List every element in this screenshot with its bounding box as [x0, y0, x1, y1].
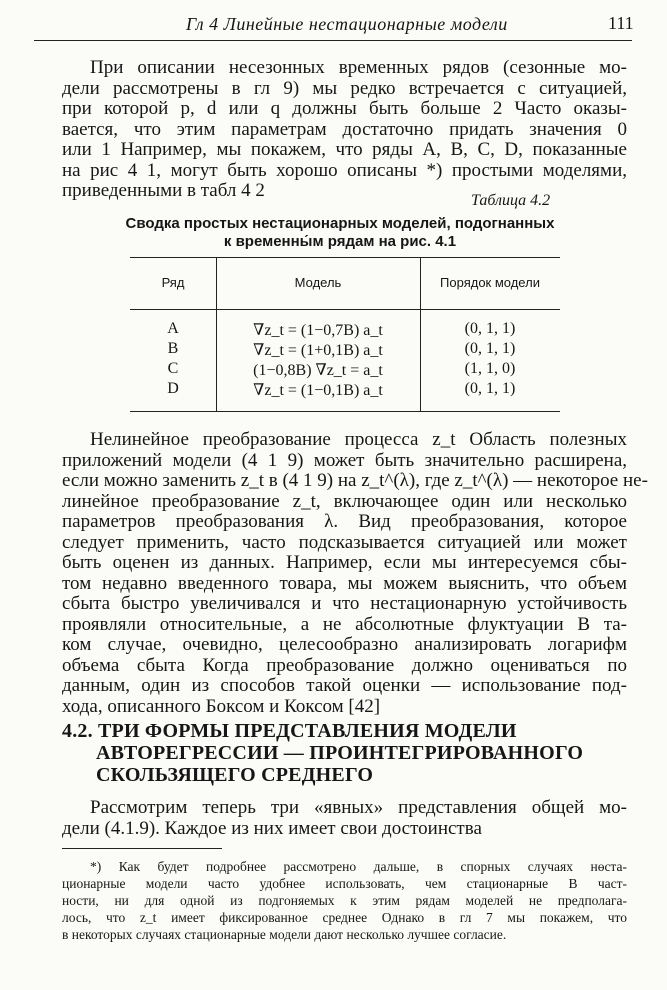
footnote-line: ности, ни для одной из подгоняемых к этим рядам моделей не предполага-	[62, 893, 627, 908]
model-cell: ∇z_t = (1−0,1B) a_t	[253, 382, 383, 399]
table-header-rule	[130, 309, 560, 310]
model-cell: (1−0,8B) ∇z_t = a_t	[253, 362, 383, 379]
page-number: 111	[608, 13, 634, 33]
models-table	[130, 257, 560, 412]
table-title-line: Сводка простых нестационарных моделей, подогнанных	[125, 215, 555, 232]
text-line: хода, описанного Боксом и Коксом [42]	[62, 695, 381, 717]
order-cell: (0, 1, 1)	[464, 340, 516, 357]
header-model: Модель	[294, 275, 342, 290]
text-line: Рассмотрим теперь три «явных» представления общей мо-	[90, 797, 627, 818]
footnote-line: ционарные модели часто удобнее использовать, чем стационарные В част-	[62, 876, 627, 891]
text-line: Нелинейное преобразование процесса z_t Область полезных	[90, 429, 627, 450]
footnote-line: *) Как будет подробнее рассмотрено дальше, в спорных случаях нөста-	[90, 859, 627, 874]
paragraph-intro	[62, 58, 627, 202]
text-line: дели (4.1.9). Каждое из них имеет свои достоинства	[62, 817, 482, 839]
text-line: быть оценен из данных. Например, если мы интересуемся сбы-	[62, 552, 627, 573]
text-line: сбыта быстро увеличивался и что нестационарную устойчивость	[62, 593, 627, 614]
text-line: При описании несезонных временных рядов (сезонные мо-	[90, 57, 627, 78]
text-line: если можно заменить z_t в (4 1 9) на z_t^(λ), где z_t^(λ) — некоторое не-	[62, 470, 648, 491]
table-caption: Таблица 4.2	[471, 192, 551, 209]
text-line: проявляли относительные, а не абсолютные флуктуации В та-	[62, 613, 627, 635]
section-heading-line: СКОЛЬЗЯЩЕГО СРЕДНЕГО	[96, 764, 374, 786]
table-title-line: к временны́м рядам на рис. 4.1	[223, 233, 457, 250]
footnote	[62, 858, 627, 943]
text-line: том недавно введенного товара, мы можем выяснить, что объем	[62, 572, 627, 594]
header-series: Ряд	[161, 275, 185, 290]
footnote-line: в некоторых случаях стационарные модели дают несколько лучшее согласие.	[62, 927, 507, 942]
order-cell: (0, 1, 1)	[464, 320, 516, 337]
paragraph-nonlinear-transform	[62, 429, 648, 717]
text-line: данным, один из способов такой оценки — использование под-	[62, 675, 627, 696]
series-cell: D	[167, 380, 179, 397]
order-cell: (0, 1, 1)	[464, 380, 516, 397]
table-bottom-rule	[130, 411, 560, 412]
text-line: или 1 Например, мы покажем, что ряды A, B, C, D, показанные	[62, 139, 627, 160]
text-line: следует применить, часто подсказывается ситуацией или может	[62, 531, 627, 553]
text-line: объема сбыта Когда преобразование должно оцениваться по	[62, 654, 627, 676]
series-cell: A	[167, 320, 179, 337]
text-line: параметров преобразования λ. Вид преобразования, которое	[62, 511, 627, 532]
text-line: вается, что этим параметрам достаточно придать значения 0	[62, 118, 627, 140]
order-cell: (1, 1, 0)	[464, 360, 516, 377]
header-rule	[34, 40, 632, 41]
text-line: линейное преобразование z_t, включающее один или несколько	[62, 490, 627, 512]
model-cell: ∇z_t = (1−0,7B) a_t	[253, 322, 383, 339]
footnote-rule	[62, 848, 222, 849]
series-cell: B	[167, 340, 179, 357]
header-order: Порядок модели	[440, 275, 540, 290]
table-top-rule	[130, 257, 560, 258]
text-line: дели рассмотрены в гл 9) мы редко встречается с ситуацией,	[62, 77, 627, 99]
text-line: ком случае, очевидно, целесообразно анализировать логарифм	[62, 634, 627, 655]
section-heading-line: АВТОРЕГРЕССИИ — ПРОИНТЕГРИРОВАННОГО	[96, 742, 584, 764]
text-line: на рис 4 1, могут быть хорошо описаны *) простыми моделями,	[62, 159, 627, 181]
text-line: приведенными в табл 4 2	[62, 180, 265, 201]
model-cell: ∇z_t = (1+0,1B) a_t	[253, 342, 383, 359]
text-line: приложений модели (4 1 9) может быть значительно расширена,	[62, 449, 627, 471]
paragraph-three-forms	[62, 798, 627, 839]
text-line: при которой p, d или q должны быть больше 2 Часто оказы-	[62, 98, 627, 119]
series-cell: C	[167, 360, 179, 377]
section-heading-line: 4.2. ТРИ ФОРМЫ ПРЕДСТАВЛЕНИЯ МОДЕЛИ	[62, 720, 517, 742]
footnote-line: лось, что z_t имеет фиксированное среднее Однако в гл 7 мы покажем, что	[62, 910, 627, 925]
running-header: Гл 4 Линейные нестационарные модели	[186, 14, 508, 34]
table-title	[120, 215, 560, 251]
section-heading	[62, 720, 583, 786]
